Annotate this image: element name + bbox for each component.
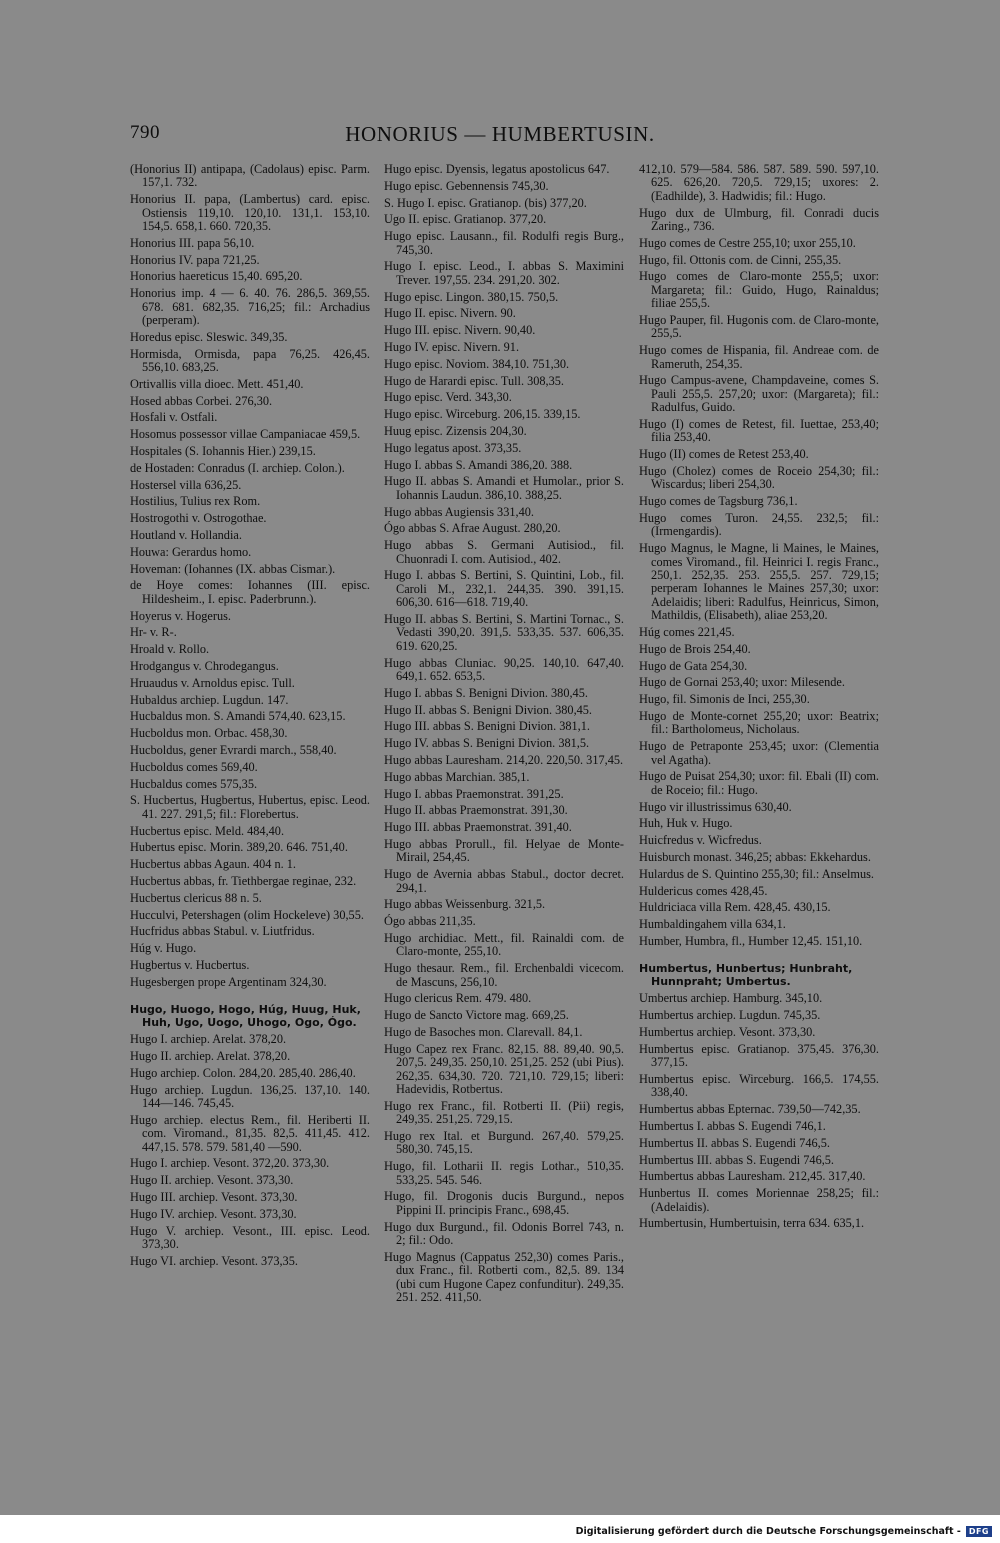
- index-entry: Hugo abbas S. Germani Autisiod., fil. Chuonradi I. com. Autisiod., 402.: [384, 538, 624, 566]
- index-entry: Hugo dux Burgund., fil. Odonis Borrel 743, n. 2; fil.: Odo.: [384, 1219, 624, 1247]
- index-entry: Hugo II. archiep. Arelat. 378,20.: [130, 1048, 291, 1063]
- index-entry: Hugo episc. Wirceburg. 206,15. 339,15.: [384, 407, 581, 422]
- index-entry: Hugo III. abbas S. Benigni Divion. 381,1.: [384, 719, 590, 734]
- index-entry: Hugo archidiac. Mett., fil. Rainaldi com. de Claro-monte, 255,10.: [384, 930, 624, 959]
- index-entry: Hr- v. R-.: [130, 625, 177, 640]
- index-entry: Hugo, fil. Ottonis com. de Cinni, 255,35.: [639, 252, 842, 267]
- index-entry: Hugbertus v. Hucbertus.: [130, 957, 250, 972]
- index-entry: Ógo abbas S. Afrae August. 280,20.: [384, 521, 561, 536]
- index-entry: Hugo de Monte-cornet 255,20; uxor: Beatrix; fil.: Bartholomeus, Nicholaus.: [639, 709, 879, 737]
- index-entry: Houwa: Gerardus homo.: [130, 544, 252, 559]
- index-entry: Hucbertus abbas, fr. Tiethbergae reginae, 232.: [130, 873, 357, 888]
- index-entry: Hugo comes de Tagsburg 736,1.: [639, 494, 798, 509]
- index-entry: Humbertus III. abbas S. Eugendi 746,5.: [639, 1152, 835, 1167]
- index-entry: Hugo rex Franc., fil. Rotberti II. (Pii) regis, 249,35. 251,25. 729,15.: [384, 1098, 624, 1127]
- index-entry: Hugo II. abbas S. Bertini, S. Martini Tornac., S. Vedasti 390,20. 391,5. 533,35. 537. 606,35. 619. 620,25.: [384, 611, 624, 653]
- index-entry: Hugo I. abbas Praemonstrat. 391,25.: [384, 786, 564, 801]
- index-entry: Hugo dux de Ulmburg, fil. Conradi ducis Zaring., 736.: [639, 205, 879, 234]
- index-entry: Huh, Huk v. Hugo.: [639, 816, 733, 831]
- index-entry: Hugo archiep. Colon. 284,20. 285,40. 286,40.: [130, 1065, 356, 1080]
- index-entry: Hucboldus, gener Evrardi march., 558,40.: [130, 742, 337, 757]
- index-entry: Honorius II. papa, (Lambertus) card. episc. Ostiensis 119,10. 120,10. 131,1. 153,10. 154,5. 658,1. 660. 720,35.: [130, 192, 370, 234]
- index-entry: Hugo, fil. Lotharii II. regis Lothar., 510,35. 533,25. 545. 546.: [384, 1159, 624, 1187]
- dfg-logo: DFG: [966, 1526, 992, 1537]
- index-entry: Hrodgangus v. Chrodegangus.: [130, 658, 279, 673]
- index-entry: Hugo de Gornai 253,40; uxor: Milesende.: [639, 675, 845, 690]
- index-entry: Hubaldus archiep. Lugdun. 147.: [130, 692, 289, 707]
- index-entry: Hugo episc. Dyensis, legatus apostolicus 647.: [384, 162, 610, 176]
- index-entry: Ortivallis villa dioec. Mett. 451,40.: [130, 376, 304, 391]
- index-entry: Hoveman: (Iohannes (IX. abbas Cismar.).: [130, 561, 336, 576]
- index-entry: Hruaudus v. Arnoldus episc. Tull.: [130, 675, 295, 690]
- index-entry: Hugo thesaur. Rem., fil. Erchenbaldi vicecom. de Mascuns, 256,10.: [384, 961, 624, 989]
- index-entry: Honorius III. papa 56,10.: [130, 235, 255, 250]
- index-entry: Hroald v. Rollo.: [130, 642, 210, 657]
- index-entry: Hosfali v. Ostfali.: [130, 410, 218, 425]
- index-entry: Hugo (Cholez) comes de Roceio 254,30; fil.: Wiscardus; liberi 254,30.: [639, 464, 879, 492]
- index-entry: Hugo archiep. electus Rem., fil. Heriberti II. com. Viromand., 81,35. 82,5. 411,45. 412. 447,15. 578. 579. 581,40 —590.: [130, 1112, 370, 1154]
- index-entry: Hospitales (S. Iohannis Hier.) 239,15.: [130, 444, 316, 458]
- index-entry: Honorius IV. papa 721,25.: [130, 252, 260, 267]
- index-entry: Hucbertus clericus 88 n. 5.: [130, 890, 262, 905]
- index-entry: Huldriciaca villa Rem. 428,45. 430,15.: [639, 900, 831, 915]
- index-entry: Hugo I. abbas S. Amandi 386,20. 388.: [384, 457, 573, 472]
- index-entry: Hugo abbas Prorull., fil. Helyae de Monte-Mirail, 254,45.: [384, 836, 624, 865]
- index-entry: Hugesbergen prope Argentinam 324,30.: [130, 974, 327, 989]
- index-entry: Hugo clericus Rem. 479. 480.: [384, 991, 532, 1006]
- index-column-2: [384, 163, 624, 1308]
- index-entry: S. Hucbertus, Hugbertus, Hubertus, episc. Leod. 41. 227. 291,5; fil.: Florebertus.: [130, 793, 370, 821]
- index-entry: Hugo abbas Cluniac. 90,25. 140,10. 647,40. 649,1. 652. 653,5.: [384, 655, 624, 683]
- index-entry: Hugo III. archiep. Vesont. 373,30.: [130, 1189, 298, 1204]
- index-entry: Hostrogothi v. Ostrogothae.: [130, 511, 267, 526]
- index-entry: Hugo de Brois 254,40.: [639, 641, 751, 656]
- index-entry: Hugo II. abbas S. Benigni Divion. 380,45.: [384, 702, 593, 717]
- index-entry: Hugo, fil. Simonis de Inci, 255,30.: [639, 692, 810, 707]
- index-entry: Huicfredus v. Wicfredus.: [639, 833, 762, 848]
- index-entry: Hugo episc. Gebennensis 745,30.: [384, 178, 549, 193]
- index-entry: Hugo I. archiep. Arelat. 378,20.: [130, 1032, 287, 1047]
- index-entry: Hostilius, Tulius rex Rom.: [130, 494, 261, 509]
- index-entry: Hugo I. abbas S. Benigni Divion. 380,45.: [384, 685, 588, 700]
- index-entry: Hugo I. episc. Leod., I. abbas S. Maximini Trever. 197,55. 234. 291,20. 302.: [384, 259, 624, 287]
- index-entry: Hugo Capez rex Franc. 82,15. 88. 89,40. 90,5. 207,5. 249,35. 250,10. 251,25. 252 (ubi Pius). 262,35. 634,30. 720. 721,10. 729,15; liberi: Hadevidis, Rotbertus.: [384, 1041, 624, 1096]
- index-entry: Hucboldus comes 569,40.: [130, 759, 258, 774]
- index-entry: Hugo I. archiep. Vesont. 372,20. 373,30.: [130, 1156, 330, 1171]
- index-entry: Hucbertus abbas Agaun. 404 n. 1.: [130, 857, 296, 872]
- index-entry: Humber, Humbra, fl., Humber 12,45. 151,10.: [639, 934, 863, 949]
- index-entry: Hugo comes de Cestre 255,10; uxor 255,10.: [639, 235, 856, 250]
- index-entry: Humbaldingahem villa 634,1.: [639, 917, 786, 932]
- index-entry: Hugo de Harardi episc. Tull. 308,35.: [384, 373, 564, 388]
- index-entry: Hugo episc. Noviom. 384,10. 751,30.: [384, 356, 570, 371]
- index-entry: Hugo IV. episc. Nivern. 91.: [384, 339, 520, 354]
- index-entry: Hugo Pauper, fil. Hugonis com. de Claro-monte, 255,5.: [639, 313, 879, 341]
- index-entry: Hugo abbas Weissenburg. 321,5.: [384, 897, 546, 912]
- index-entry: Hugo comes Turon. 24,55. 232,5; fil.: (Irmengardis).: [639, 511, 879, 539]
- index-column-1: [130, 163, 370, 1272]
- index-entry: Hugo IV. abbas S. Benigni Divion. 381,5.: [384, 736, 590, 751]
- index-entry: Hoyerus v. Hogerus.: [130, 608, 231, 623]
- index-entry: Hugo episc. Lausann., fil. Rodulfi regis Burg., 745,30.: [384, 229, 624, 257]
- index-entry: S. Hugo I. episc. Gratianop. (bis) 377,20.: [384, 195, 587, 210]
- index-entry: Hucbaldus comes 575,35.: [130, 776, 258, 791]
- index-entry: Hugo (II) comes de Retest 253,40.: [639, 447, 809, 462]
- index-entry: Humbertusin, Humbertuisin, terra 634. 635,1.: [639, 1216, 865, 1231]
- index-entry: Hostersel villa 636,25.: [130, 477, 242, 492]
- index-entry: Hugo III. episc. Nivern. 90,40.: [384, 323, 536, 338]
- index-entry: Hugo (I) comes de Retest, fil. Iuettae, 253,40; filia 253,40.: [639, 417, 879, 445]
- index-entry: Hugo episc. Verd. 343,30.: [384, 390, 512, 405]
- index-entry: 412,10. 579—584. 586. 587. 589. 590. 597,10. 625. 626,20. 720,5. 729,15; uxores: 2. (Eadhilde), 3. Hadwidis; fil.: Hugo.: [639, 162, 879, 203]
- index-column-3: [639, 163, 879, 1234]
- page-number: 790: [130, 122, 160, 143]
- index-entry: Hucboldus mon. Orbac. 458,30.: [130, 726, 288, 741]
- index-entry: Ógo abbas 211,35.: [384, 914, 476, 929]
- index-entry: Hugo de Basoches mon. Clarevall. 84,1.: [384, 1024, 583, 1039]
- index-entry: Hunbertus II. comes Moriennae 258,25; fil.: (Adelaidis).: [639, 1186, 879, 1214]
- index-entry: Húg comes 221,45.: [639, 625, 735, 640]
- index-entry: Hosomus possessor villae Campaniacae 459,5.: [130, 427, 361, 442]
- index-entry: Hugo episc. Lingon. 380,15. 750,5.: [384, 289, 559, 304]
- index-entry: Umbertus archiep. Hamburg. 345,10.: [639, 991, 823, 1006]
- index-entry: Hugo de Petraponte 253,45; uxor: (Clementia vel Agatha).: [639, 739, 879, 767]
- index-entry: Hugo II. archiep. Vesont. 373,30.: [130, 1173, 294, 1188]
- footer-text: Digitalisierung gefördert durch die Deutsche Forschungsgemeinschaft -: [575, 1526, 961, 1537]
- index-entry: Hormisda, Ormisda, papa 76,25. 426,45. 556,10. 683,25.: [130, 346, 370, 375]
- index-entry: Hugo II. abbas Praemonstrat. 391,30.: [384, 803, 568, 818]
- index-entry: Hucculvi, Petershagen (olim Hockeleve) 30,55.: [130, 907, 364, 922]
- index-entry: Hugo rex Ital. et Burgund. 267,40. 579,25. 580,30. 745,15.: [384, 1128, 624, 1157]
- index-entry: Hubertus episc. Morin. 389,20. 646. 751,40.: [130, 840, 348, 855]
- index-entry: Hugo comes de Hispania, fil. Andreae com. de Rameruth, 254,35.: [639, 343, 879, 371]
- index-entry: Humbertus archiep. Vesont. 373,30.: [639, 1025, 816, 1040]
- index-entry: Humbertus abbas Lauresham. 212,45. 317,40.: [639, 1169, 866, 1184]
- index-entry: Hugo legatus apost. 373,35.: [384, 440, 522, 455]
- index-entry: Hugo II. episc. Nivern. 90.: [384, 306, 516, 321]
- index-entry: (Honorius II) antipapa, (Cadolaus) episc. Parm. 157,1. 732.: [130, 162, 370, 190]
- footer-credit: [576, 1526, 992, 1537]
- index-entry: de Hostaden: Conradus (I. archiep. Colon.).: [130, 460, 345, 475]
- index-entry: Huug episc. Zizensis 204,30.: [384, 423, 527, 438]
- index-entry: Hugo V. archiep. Vesont., III. episc. Leod. 373,30.: [130, 1223, 370, 1251]
- running-head: HONORIUS — HUMBERTUSIN.: [345, 122, 655, 146]
- index-entry: Honorius imp. 4 — 6. 40. 76. 286,5. 369,55. 678. 681. 682,35. 716,25; fil.: Archadius (perperam).: [130, 286, 370, 328]
- index-entry: Horedus episc. Sleswic. 349,35.: [130, 329, 288, 344]
- section-heading: Humbertus, Hunbertus; Hunbraht, Hunnpraht; Umbertus.: [639, 962, 853, 989]
- index-entry: Hulardus de S. Quintino 255,30; fil.: Anselmus.: [639, 866, 875, 881]
- index-entry: Hugo de Puisat 254,30; uxor: fil. Ebali (II) com. de Roceio; fil.: Hugo.: [639, 769, 879, 797]
- index-entry: Hucbertus episc. Meld. 484,40.: [130, 823, 285, 838]
- index-entry: Hugo Magnus, le Magne, li Maines, le Maines, comes Viromand., fil. Heinrici I. regis Franc., 250,1. 252,35. 253. 255,5. 257. 729,15; perperam Iohannes le Maines 257,30; uxor: Adelaidis; liberi: Radulfus, Heinricus, Simon, Mathildis, (Elisabeth), aliae 253,20.: [639, 541, 879, 623]
- index-entry: Hugo de Sancto Victore mag. 669,25.: [384, 1008, 569, 1023]
- index-entry: Hugo de Gata 254,30.: [639, 658, 748, 673]
- index-entry: Hucfridus abbas Stabul. v. Liutfridus.: [130, 924, 315, 939]
- index-entry: Humbertus archiep. Lugdun. 745,35.: [639, 1008, 821, 1023]
- index-entry: Hugo archiep. Lugdun. 136,25. 137,10. 140. 144—146. 745,45.: [130, 1082, 370, 1110]
- index-entry: Hugo, fil. Drogonis ducis Burgund., nepos Pippini II. principis Franc., 698,45.: [384, 1189, 624, 1217]
- index-entry: Hugo II. abbas S. Amandi et Humolar., prior S. Iohannis Laudun. 386,10. 388,25.: [384, 474, 624, 502]
- index-entry: Humbertus I. abbas S. Eugendi 746,1.: [639, 1119, 826, 1134]
- index-entry: Hugo VI. archiep. Vesont. 373,35.: [130, 1253, 298, 1268]
- index-entry: Humbertus episc. Wirceburg. 166,5. 174,55. 338,40.: [639, 1072, 879, 1100]
- index-entry: Hucbaldus mon. S. Amandi 574,40. 623,15.: [130, 709, 346, 724]
- index-entry: Honorius haereticus 15,40. 695,20.: [130, 269, 303, 284]
- index-entry: Houtland v. Hollandia.: [130, 527, 242, 542]
- index-entry: Hosed abbas Corbei. 276,30.: [130, 393, 273, 408]
- index-entry: Ugo II. episc. Gratianop. 377,20.: [384, 212, 547, 227]
- index-entry: Hugo III. abbas Praemonstrat. 391,40.: [384, 820, 572, 835]
- index-entry: Humbertus II. abbas S. Eugendi 746,5.: [639, 1135, 830, 1150]
- section-heading: Hugo, Huogo, Hogo, Húg, Huug, Huk, Huh, Ugo, Uogo, Uhogo, Ogo, Ógo.: [130, 1003, 361, 1030]
- index-entry: Hugo Campus-avene, Champdaveine, comes S. Pauli 255,5. 257,20; uxor: (Margareta); fil.: Radulfus, Guido.: [639, 373, 879, 415]
- index-entry: Hugo abbas Lauresham. 214,20. 220,50. 317,45.: [384, 752, 624, 767]
- index-entry: Humbertus episc. Gratianop. 375,45. 376,30. 377,15.: [639, 1041, 879, 1070]
- index-entry: Hugo IV. archiep. Vesont. 373,30.: [130, 1206, 297, 1221]
- index-entry: Hugo Magnus (Cappatus 252,30) comes Paris., dux Franc., fil. Rotberti com., 82,5. 89. 134 (ubi cum Hugone Capez confunditur). 249,35. 251. 252. 411,50.: [384, 1249, 624, 1304]
- index-entry: de Hoye comes: Iohannes (III. episc. Hildesheim., I. episc. Paderbrunn.).: [130, 578, 370, 606]
- index-entry: Húg v. Hugo.: [130, 941, 197, 956]
- index-entry: Hugo de Avernia abbas Stabul., doctor decret. 294,1.: [384, 867, 624, 895]
- index-entry: Hugo comes de Claro-monte 255,5; uxor: Margareta; fil.: Guido, Hugo, Rainaldus; filiae 255,5.: [639, 269, 879, 311]
- index-entry: Hugo I. abbas S. Bertini, S. Quintini, Lob., fil. Caroli M., 232,1. 244,35. 390. 391,15. 606,30. 616—618. 719,40.: [384, 568, 624, 610]
- index-entry: Humbertus abbas Epternac. 739,50—742,35.: [639, 1102, 861, 1117]
- index-entry: Huisburch monast. 346,25; abbas: Ekkehardus.: [639, 850, 871, 865]
- index-entry: Hugo abbas Marchian. 385,1.: [384, 769, 530, 784]
- index-entry: Hugo vir illustrissimus 630,40.: [639, 799, 792, 814]
- index-entry: Huldericus comes 428,45.: [639, 883, 768, 898]
- index-entry: Hugo abbas Augiensis 331,40.: [384, 504, 534, 519]
